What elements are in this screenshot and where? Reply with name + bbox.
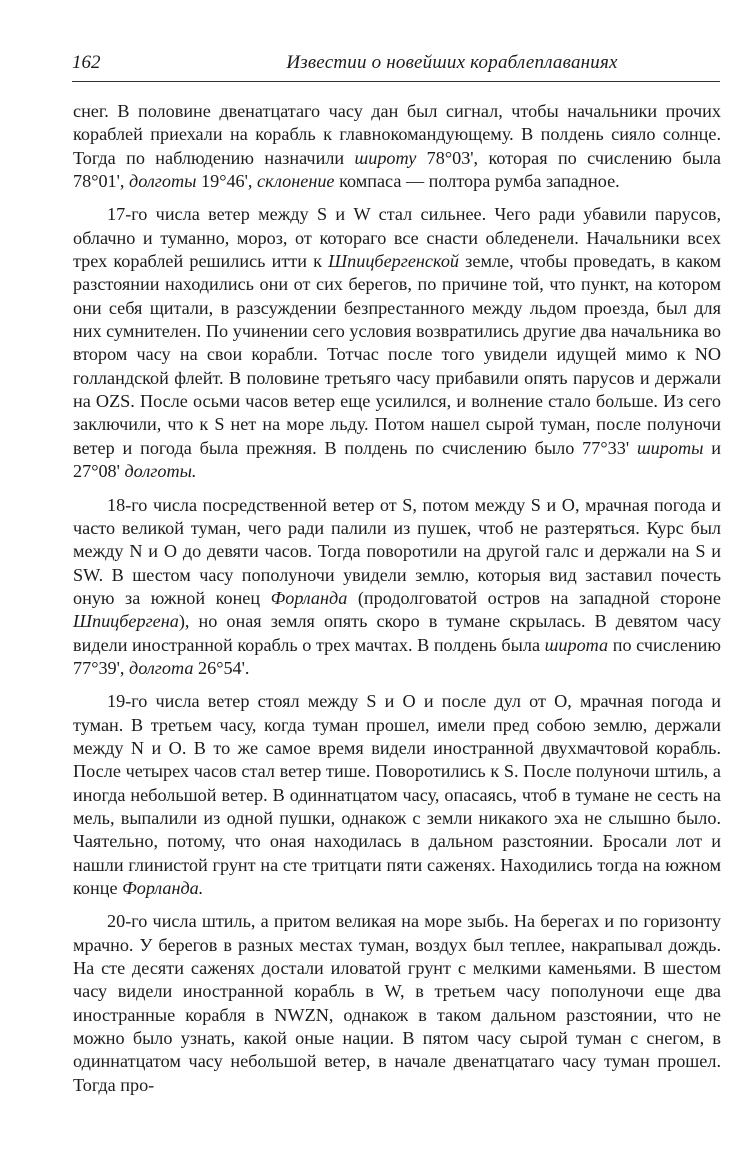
- paragraph: [73, 100, 721, 193]
- italic-text: Шпицбергена: [73, 611, 179, 632]
- text-run: компаса — полтора румба западное.: [334, 171, 620, 192]
- text-run: 18-го числа посредственной ветер от S, потом между S и O, мрачная погода и часто великой туман, чего ради палили из пушек, чтоб не разтеряться. Курс был между N и O до девяти часов. Тогда поворотили на другой галс и держали на S и SW. В шестом часу пополуночи увидели землю, которыя вид заставил почесть оную за южной конец: [73, 494, 721, 608]
- italic-text: Форланда: [270, 587, 348, 608]
- text-run: 20-го числа штиль, а притом великая на море зыбь. На берегах и по горизонту мрачно. У берегов в разных местах туман, воздух был теплее, накрапывал дождь. На сте десяти саженях достали иловатой грунт с мелкими каменьями. В шестом часу видели иностранной корабль в W, в третьем часу пополуночи еще два иностранные корабля в NWZN, однакож в таком дальном разстоянии, что не можно было узнать, какой оные нации. В пятом часу сырой туман с снегом, в одиннатцатом часу небольшой ветер, в начале двенатцатаго часу туман прошел. Тогда про-: [73, 911, 721, 1095]
- italic-text: Шпицбергенской: [328, 251, 460, 272]
- text-run: земле, чтобы проведать, в каком разстоянии находились они от сих берегов, по причине той, что пункт, на котором они себя щитали, в разсуждении безпрестанного между льдом проезда, был для них сумнителен. По учинении сего условия возвратились другие два начальника во втором часу на свои корабли. Тотчас после того увидели идущей мимо к NO голландской флейт. В половине третьяго часу прибавили опять парусов и держали на OZS. После осьми часов ветер еще усилился, и волнение стало больше. Из сего заключили, что к S нет на море льду. Потом нашел сырой туман, после полуночи ветер и погода была прежняя. В полдень по счислению было 77°33': [73, 251, 722, 458]
- italic-text: долгота: [129, 657, 194, 678]
- text-run: 19°46',: [196, 171, 258, 192]
- text-run: 78°03', которая по счислению была 78°01',: [73, 147, 721, 192]
- italic-text: широты: [636, 437, 704, 458]
- header-rule: [72, 81, 720, 82]
- text-run: ), но оная земля опять скоро в тумане скрылась. В девятом часу видели иностранной корабль о трех мачтах. В полдень была: [73, 611, 721, 655]
- page-header: [72, 44, 720, 84]
- paragraph: [73, 203, 721, 483]
- running-title: Известии о новейших кораблеплаваниях: [286, 52, 618, 73]
- text-run: снег. В половине двенатцатаго часу дан был сигнал, чтобы начальники прочих кораблей приехали на корабль к главнокомандующему. В полдень сияло солнце. Тогда по наблюдению назначили: [73, 101, 721, 168]
- italic-text: долготы: [129, 171, 197, 192]
- italic-text: склонение: [257, 171, 335, 192]
- page-number: 162: [72, 52, 101, 73]
- text-run: по счислению 77°39',: [73, 634, 721, 678]
- paragraph: [73, 494, 721, 681]
- text-run: и 27°08': [73, 437, 722, 482]
- text-run: 26°54'.: [193, 657, 250, 678]
- paragraph: [73, 690, 721, 900]
- italic-text: долготы.: [124, 461, 197, 482]
- text-run: 19-го числа ветер стоял между S и O и после дул от O, мрачная погода и туман. В третьем часу, когда туман прошел, имели пред собою землю, держали между N и O. В то же самое время видели иностранной двухмачтовой корабль. После четырех часов стал ветер тише. Поворотились к S. После полуночи штиль, а иногда небольшой ветер. В одиннатцатом часу, опасаясь, чтоб в тумане не сесть на мель, выпалили из одной пушки, однакож с земли никакого эха не слышно было. Чаятельно, потому, что оная находилась в дальном разстоянии. Бросали лот и нашли глинистой грунт на сте тритцати пяти саженях. Находились тогда на южном конце: [73, 691, 721, 898]
- text-run: 17-го числа ветер между S и W стал сильнее. Чего ради убавили парусов, облачно и туманно, мороз, от котораго все снасти обледенели. Начальники всех трех кораблей решились итти к: [73, 204, 721, 272]
- italic-text: Форланда.: [122, 878, 204, 898]
- text-run: (продолговатой остров на западной стороне: [347, 587, 721, 608]
- paragraph: [73, 910, 721, 1097]
- body-text: [73, 100, 721, 1097]
- italic-text: широту: [354, 147, 417, 168]
- italic-text: широта: [544, 634, 609, 655]
